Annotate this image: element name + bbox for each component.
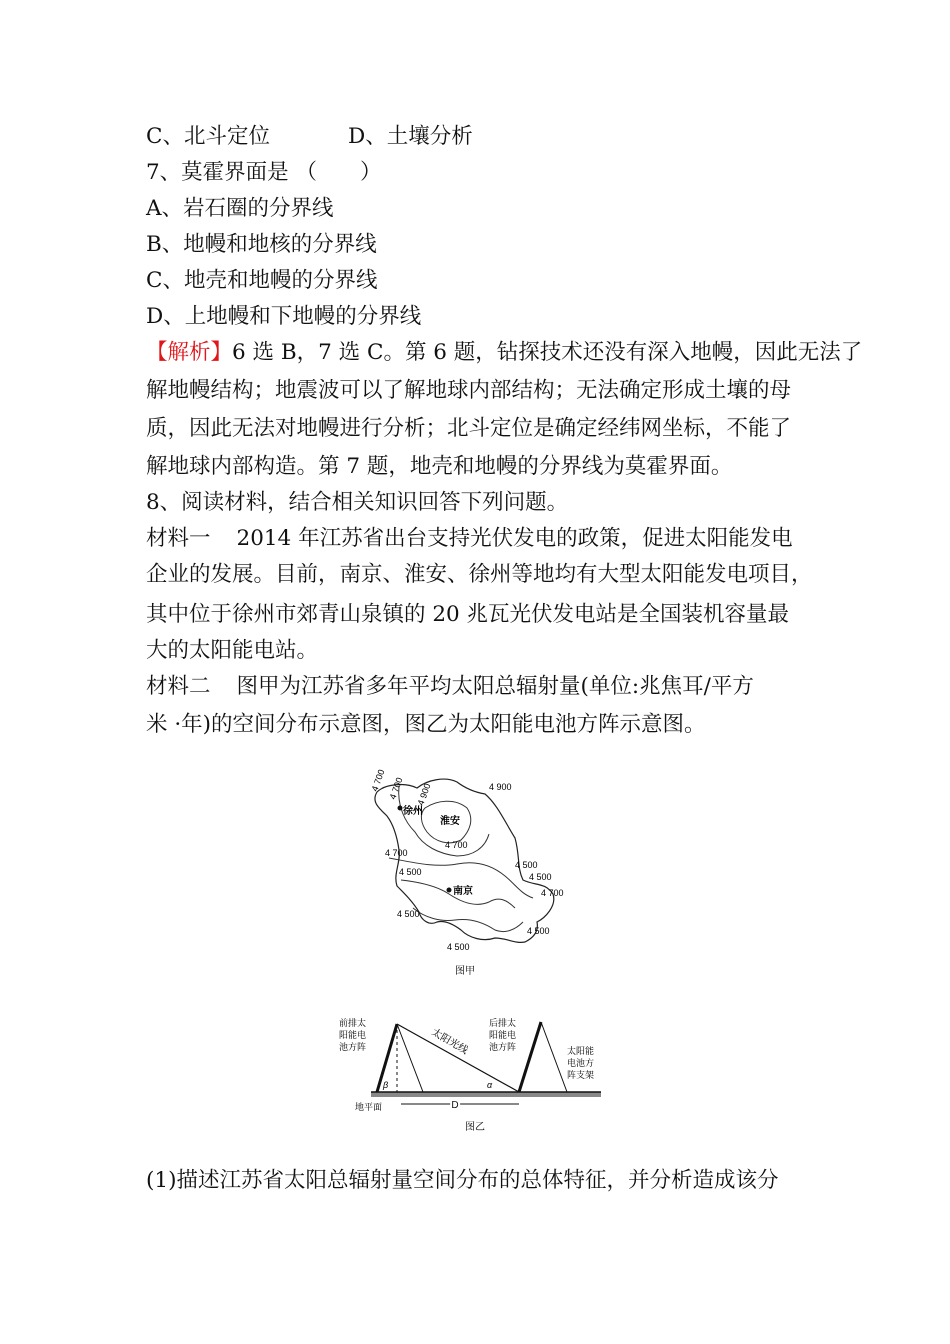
figure-a-caption: 图甲	[455, 966, 475, 977]
rear-support	[541, 1022, 567, 1092]
label-4700-5: 4 700	[541, 888, 564, 898]
material-2-line-1	[146, 669, 826, 705]
label-4500-4: 4 500	[515, 860, 538, 870]
q6-option-c: C、北斗定位	[146, 124, 270, 149]
q7-option-a: A、岩石圈的分界线	[146, 196, 334, 221]
q7-option-b: B、地幔和地核的分界线	[146, 232, 377, 257]
ground-label: 地平面	[355, 1102, 383, 1112]
material-1-line-3: 其中位于徐州市郊青山泉镇的 20 兆瓦光伏发电站是全国装机容量最	[146, 602, 790, 627]
city-xuzhou: 徐州	[403, 806, 423, 817]
rear-array-line-3: 池方阵	[489, 1042, 517, 1052]
rear-array-line-1: 后排太	[489, 1018, 517, 1028]
label-4700-3: 4 700	[445, 840, 468, 850]
analysis-line-2: 解地幔结构；地震波可以了解地球内部结构；无法确定形成土壤的母	[146, 378, 792, 403]
distance-label: D	[451, 1100, 459, 1111]
label-4500-2: 4 500	[397, 909, 420, 919]
material-1-line-4: 大的太阳能电站。	[146, 638, 319, 663]
figure-b-diagram	[335, 1010, 615, 1135]
material-1-label: 材料一	[146, 526, 211, 551]
label-4500-1: 4 500	[399, 867, 422, 877]
analysis-line-3: 质，因此无法对地幔进行分析；北斗定位是确定经纬网坐标，不能了	[146, 416, 792, 441]
support-label-line-2: 电池方	[567, 1058, 595, 1068]
label-4700-4: 4 700	[385, 848, 408, 858]
city-huaian: 淮安	[440, 816, 460, 827]
figure-a-map	[365, 762, 595, 982]
label-4500-6: 4 500	[527, 926, 550, 936]
front-support	[397, 1024, 423, 1092]
material-2-text-1: 图甲为江苏省多年平均太阳总辐射量(单位:兆焦耳/平方	[236, 674, 754, 699]
q6-option-d: D、土壤分析	[347, 124, 473, 149]
analysis-line-1	[146, 335, 863, 371]
label-4900-2: 4 900	[489, 782, 512, 792]
support-label-line-3: 阵支架	[567, 1070, 595, 1080]
rear-panel	[519, 1022, 541, 1092]
material-2-label: 材料二	[146, 674, 211, 699]
front-array-line-2: 阳能电	[339, 1030, 367, 1040]
material-1-text-1: 2014 年江苏省出台支持光伏发电的政策，促进太阳能发电	[236, 526, 793, 551]
q7-option-d: D、上地幔和下地幔的分界线	[146, 304, 422, 329]
label-4900-1: 4 900	[415, 782, 433, 807]
rear-array-line-2: 阳能电	[489, 1030, 517, 1040]
alpha-label: α	[487, 1080, 493, 1090]
nanjing-dot	[447, 888, 452, 893]
analysis-text-1: 6 选 B，7 选 C。第 6 题，钻探技术还没有深入地幔，因此无法了	[232, 340, 863, 365]
front-array-line-1: 前排太	[339, 1018, 367, 1028]
q6-options-row	[146, 119, 826, 155]
material-1-line-2: 企业的发展。目前，南京、淮安、徐州等地均有大型太阳能发电项目，	[146, 562, 813, 587]
q7-option-c: C、地壳和地幔的分界线	[146, 268, 378, 293]
material-2-line-2: 米 ·年)的空间分布示意图，图乙为太阳能电池方阵示意图。	[146, 712, 706, 737]
isoline-4500-b	[413, 908, 523, 932]
subquestion-1: (1)描述江苏省太阳总辐射量空间分布的总体特征，并分析造成该分	[146, 1168, 779, 1193]
label-4700-2: 4 700	[387, 776, 405, 801]
beta-label: β	[383, 1080, 389, 1090]
front-array-line-3: 池方阵	[339, 1042, 367, 1052]
support-label-line-1: 太阳能	[567, 1046, 595, 1056]
label-4500-3: 4 500	[447, 942, 470, 952]
label-4500-5: 4 500	[529, 872, 552, 882]
sun-ray-label: 太阳光线	[429, 1027, 470, 1057]
analysis-line-4: 解地球内部构造。第 7 题，地壳和地幔的分界线为莫霍界面。	[146, 454, 733, 479]
xuzhou-dot	[398, 806, 403, 811]
material-1-line-1	[146, 521, 826, 557]
q7-stem: 7、莫霍界面是 （ ）	[146, 160, 382, 185]
analysis-tag: 【解析】	[146, 340, 233, 365]
label-4700-1: 4 700	[369, 768, 387, 793]
figure-b-caption: 图乙	[465, 1122, 485, 1133]
q8-stem: 8、阅读材料，结合相关知识回答下列问题。	[146, 490, 569, 515]
city-nanjing: 南京	[453, 886, 473, 897]
